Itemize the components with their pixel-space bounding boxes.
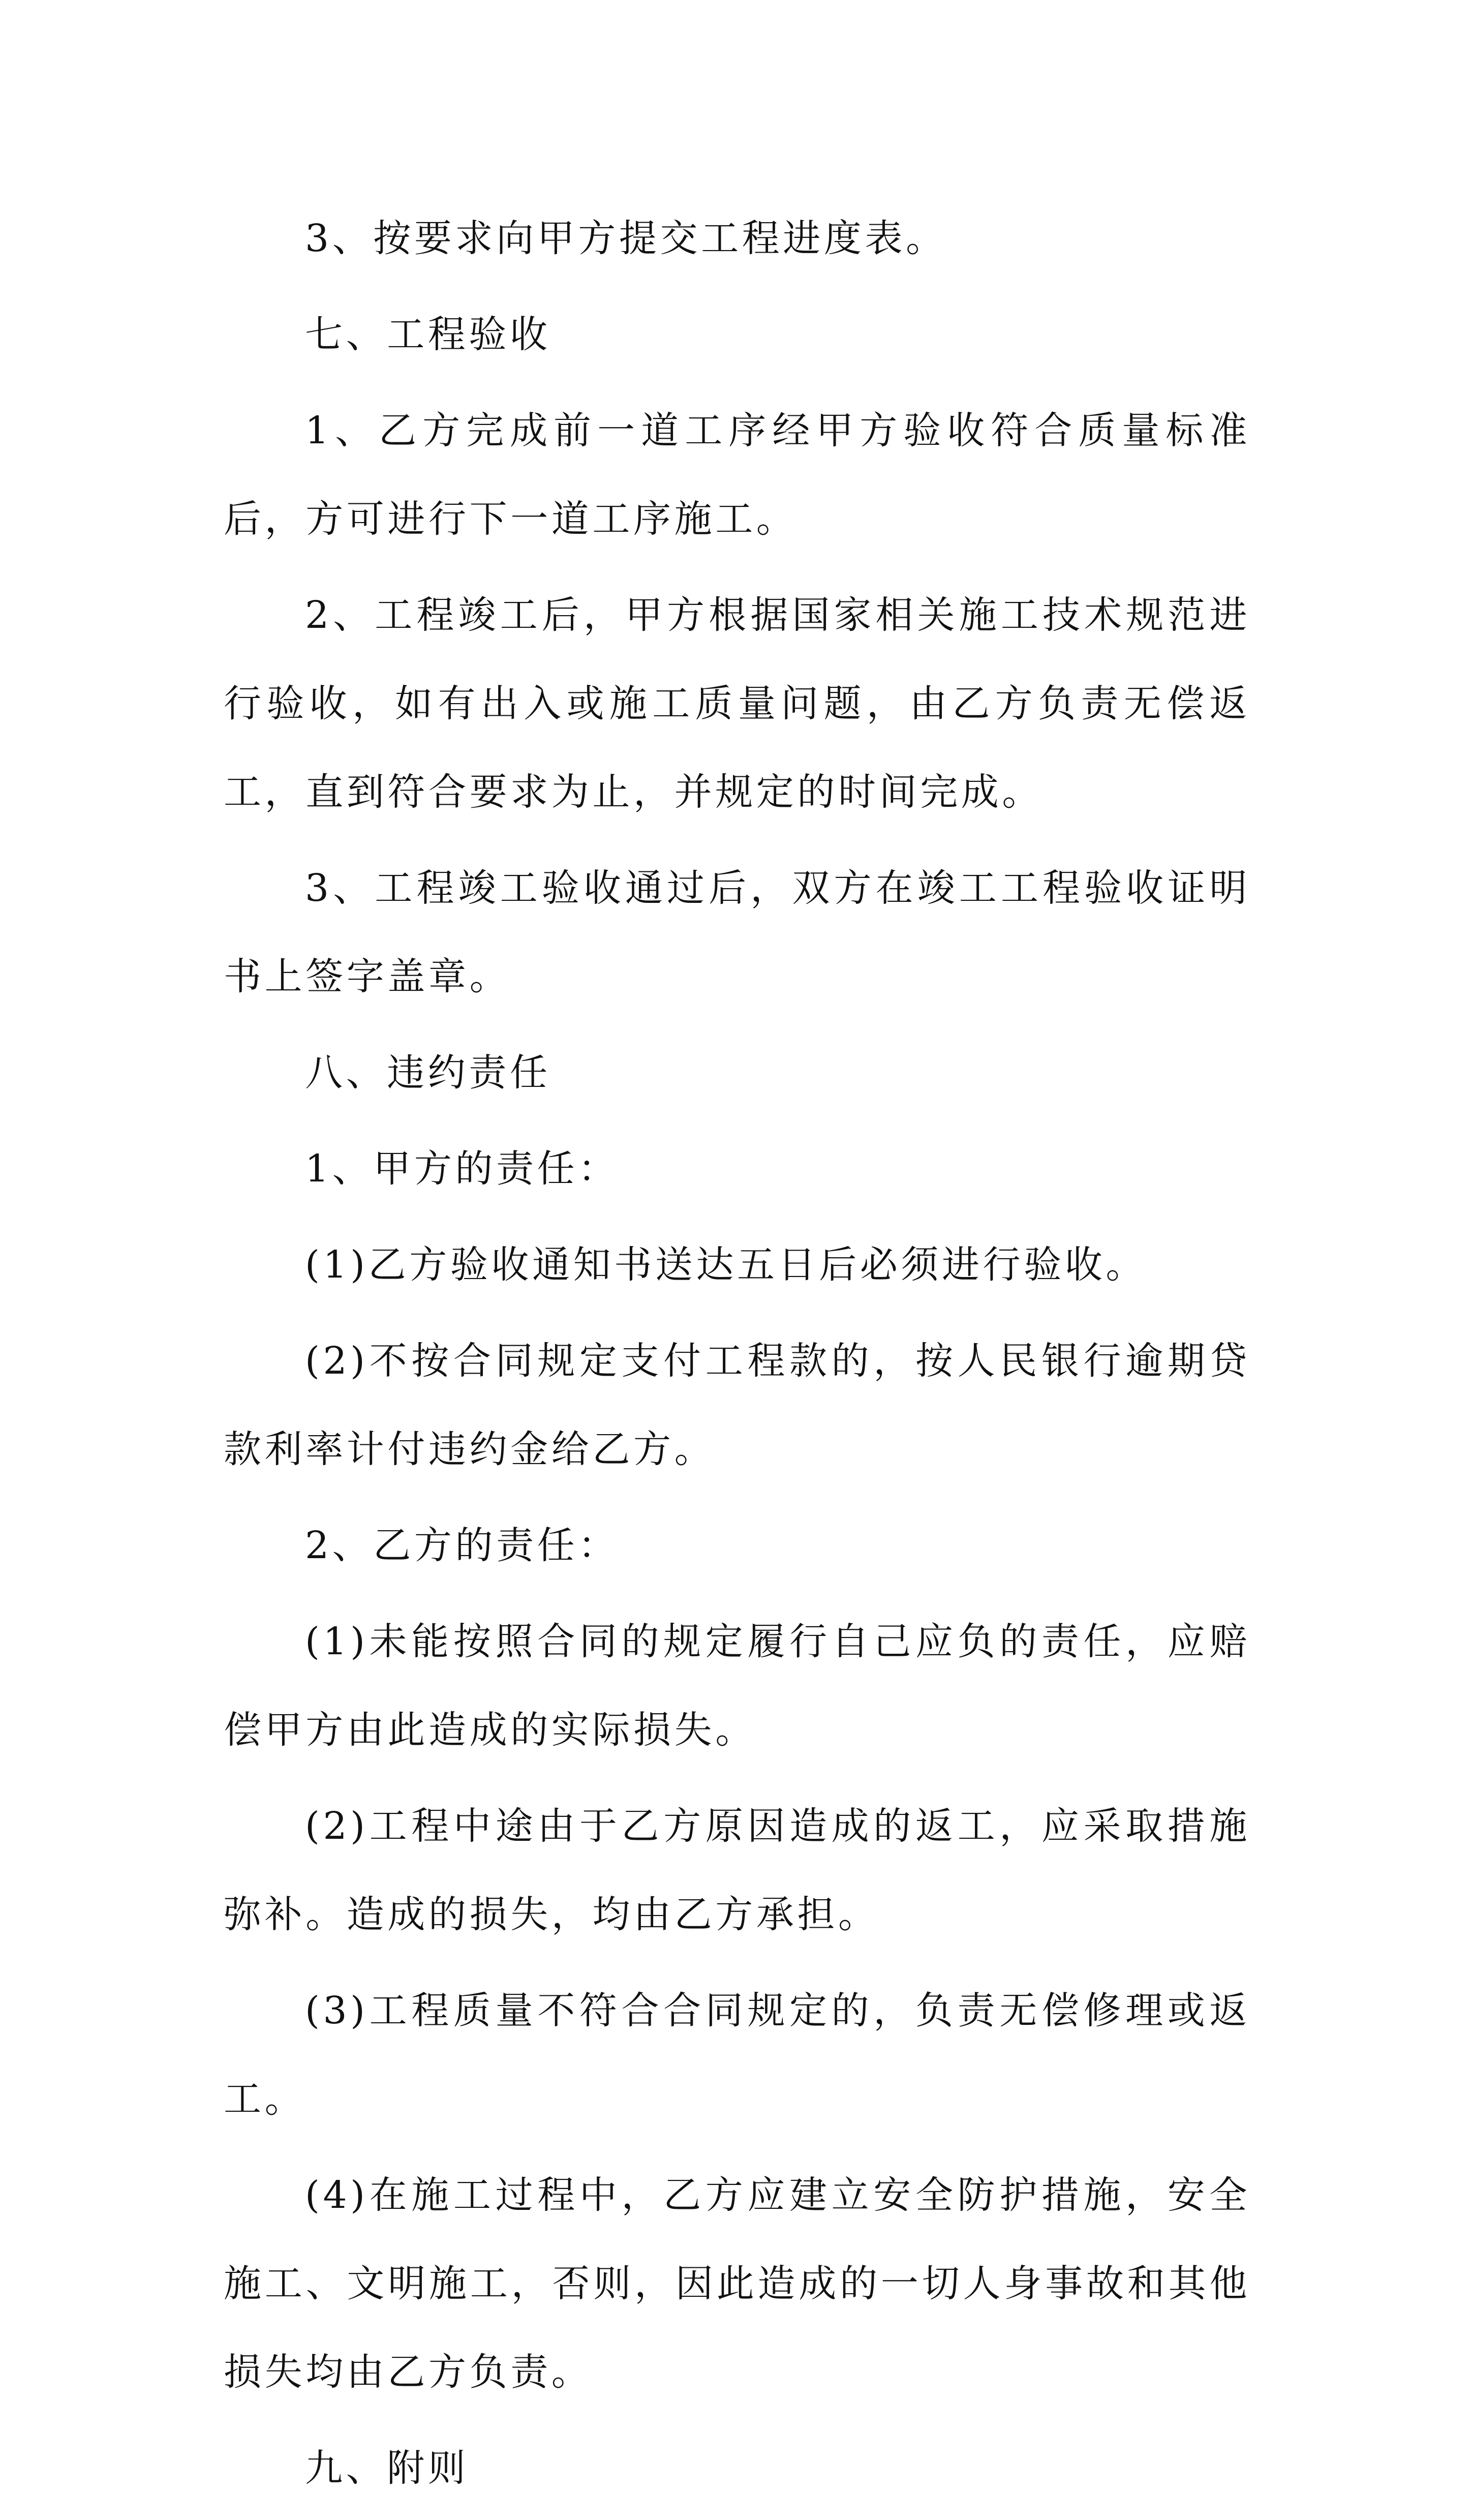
section-heading: 九、附则 [305,2446,469,2490]
paragraph: 3、按要求向甲方提交工程进度表。 [305,217,947,260]
document-body [224,194,1250,2520]
paragraph: (2)不按合同规定支付工程款的，按人民银行逾期贷款利率计付违约金给乙方。 [224,1339,1250,1471]
paragraph: 3、工程竣工验收通过后，双方在竣工工程验收证明书上签字盖章。 [224,866,1250,998]
paragraph: (3)工程质量不符合合同规定的，负责无偿修理或返工。 [224,1989,1250,2121]
paragraph: (1)乙方验收通知书送达五日后必须进行验收。 [305,1243,1147,1287]
paragraph: (4)在施工过程中，乙方应建立安全防护措施，安全施工、文明施工，否则，因此造成的一切人身事故和其他损失均由乙方负责。 [224,2173,1250,2394]
section-heading: 七、工程验收 [305,313,551,356]
section-heading: 八、违约责任 [305,1051,551,1095]
paragraph: 1、乙方完成前一道工序经甲方验收符合质量标准后，方可进行下一道工序施工。 [224,409,1250,541]
paragraph: (1)未能按照合同的规定履行自己应负的责任，应赔偿甲方由此造成的实际损失。 [224,1620,1250,1752]
paragraph: (2)工程中途由于乙方原因造成的返工，应采取措施弥补。造成的损失，均由乙方承担。 [224,1804,1250,1936]
paragraph: 2、工程竣工后，甲方根据国家相关施工技术规范进行验收，如有出入或施工质量问题，由乙方负责无偿返工，直到符合要求为止，并规定的时间完成。 [224,593,1250,814]
paragraph: 1、甲方的责任： [305,1147,619,1191]
paragraph: 2、乙方的责任： [305,1524,619,1567]
